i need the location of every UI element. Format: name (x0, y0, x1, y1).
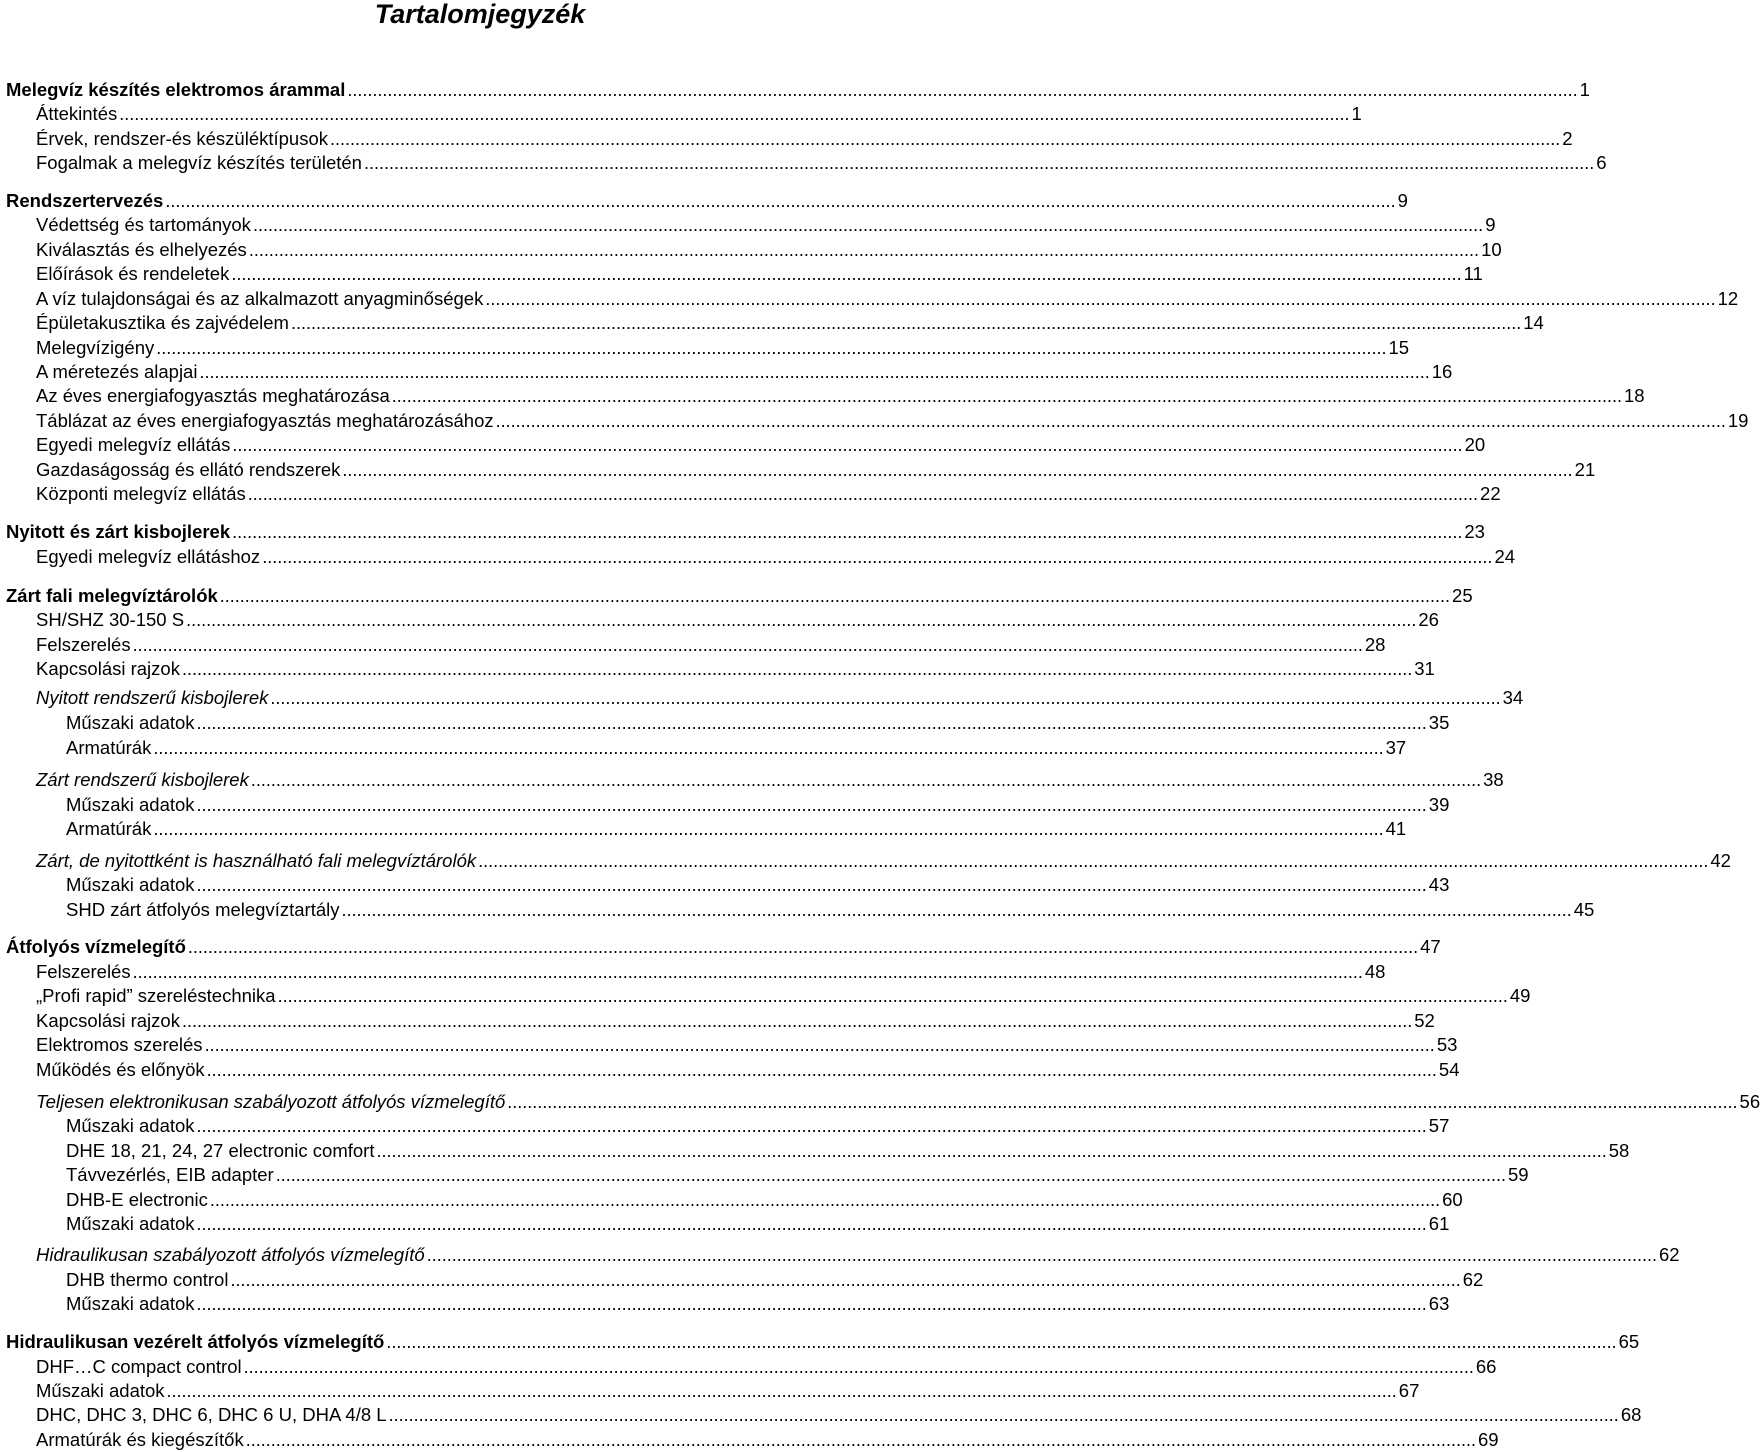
toc-entry-page-number: 42 (1710, 850, 1731, 871)
toc-entry[interactable] (6, 960, 1386, 984)
toc-entry[interactable] (6, 287, 1739, 311)
dot-leader (244, 1355, 1474, 1379)
toc-entry-label: Armatúrák (66, 737, 152, 758)
toc-entry-label: DHB thermo control (66, 1269, 229, 1290)
toc-entry-label: Kiválasztás és elhelyezés (36, 239, 247, 260)
toc-entry[interactable] (6, 1009, 1435, 1033)
toc-entry-page-number: 22 (1480, 483, 1501, 504)
dot-leader (133, 960, 1363, 984)
toc-entry[interactable] (6, 384, 1645, 408)
toc-entry-page-number: 66 (1475, 1356, 1497, 1377)
toc-entry-label: SH/SHZ 30-150 S (36, 609, 185, 630)
toc-entry[interactable] (6, 238, 1502, 262)
toc-entry[interactable] (6, 1212, 1450, 1236)
toc-entry-page-number: 19 (1727, 410, 1749, 431)
toc-entry-label: DHB-E electronic (66, 1189, 208, 1210)
dot-leader (133, 633, 1363, 657)
dot-leader (167, 1379, 1397, 1403)
toc-entry-label: Felszerelés (36, 634, 131, 655)
dot-leader (278, 984, 1508, 1008)
toc-entry-label: Egyedi melegvíz ellátás (36, 434, 231, 455)
toc-entry-label: Műszaki adatok (66, 1115, 195, 1136)
toc-entry-label: Nyitott és zárt kisbojlerek (6, 521, 231, 542)
toc-entry-page-number: 16 (1431, 361, 1453, 382)
toc-entry-label: Kapcsolási rajzok (36, 658, 180, 679)
dot-leader (119, 102, 1349, 126)
dot-leader (386, 1330, 1616, 1354)
toc-entry[interactable] (6, 1243, 1680, 1267)
toc-entry[interactable] (6, 736, 1407, 760)
toc-entry-label: Védettség és tartományok (36, 214, 251, 235)
toc-entry[interactable] (6, 520, 1485, 544)
toc-entry-label: Zárt fali melegvíztárolók (6, 585, 218, 606)
dot-leader (205, 1033, 1435, 1057)
dot-leader (197, 1212, 1427, 1236)
toc-entry-page-number: 45 (1573, 899, 1595, 920)
toc-entry-label: Műszaki adatok (66, 794, 195, 815)
toc-entry-page-number: 26 (1418, 609, 1439, 630)
toc-entry[interactable] (6, 935, 1441, 959)
dot-leader (186, 608, 1416, 632)
toc-entry-page-number: 68 (1620, 1404, 1642, 1425)
dot-leader (342, 458, 1572, 482)
toc-entry[interactable] (6, 1033, 1458, 1057)
dot-leader (507, 1090, 1737, 1114)
toc-entry-label: Armatúrák és kiegészítők (36, 1429, 244, 1450)
toc-entry[interactable] (6, 262, 1483, 286)
toc-entry[interactable] (6, 633, 1386, 657)
toc-entry-page-number: 56 (1739, 1091, 1760, 1112)
toc-entry-page-number: 9 (1485, 214, 1496, 235)
toc-entry-page-number: 54 (1438, 1059, 1460, 1080)
dot-leader (496, 409, 1726, 433)
toc-entry-page-number: 53 (1436, 1034, 1458, 1055)
toc-entry-page-number: 48 (1364, 961, 1386, 982)
toc-entry-page-number: 6 (1596, 152, 1607, 173)
toc-entry-label: DHF…C compact control (36, 1356, 242, 1377)
toc-entry-page-number: 25 (1452, 585, 1473, 606)
toc-entry[interactable] (6, 849, 1731, 873)
toc-entry[interactable] (6, 898, 1595, 922)
toc-entry[interactable] (6, 584, 1473, 608)
toc-entry-page-number: 62 (1462, 1269, 1484, 1290)
toc-entry[interactable] (6, 213, 1496, 237)
toc-entry[interactable] (6, 1268, 1484, 1292)
toc-entry-page-number: 21 (1574, 459, 1596, 480)
toc-entry-label: Műszaki adatok (66, 1213, 195, 1234)
toc-entry-label: Elektromos szerelés (36, 1034, 203, 1055)
dot-leader (485, 287, 1715, 311)
toc-entry-label: Hidraulikusan szabályozott átfolyós vízmelegítő (36, 1244, 425, 1265)
toc-entry-label: Egyedi melegvíz ellátáshoz (36, 546, 261, 567)
toc-entry-page-number: 37 (1385, 737, 1407, 758)
toc-entry-page-number: 41 (1385, 818, 1407, 839)
dot-leader (249, 238, 1479, 262)
dot-leader (246, 1428, 1476, 1452)
toc-entry-page-number: 38 (1483, 769, 1504, 790)
toc-entry-label: Műszaki adatok (66, 712, 195, 733)
page-title: Tartalomjegyzék (374, 0, 586, 29)
toc-entry[interactable] (6, 1114, 1450, 1138)
toc-entry[interactable] (6, 102, 1362, 126)
dot-leader (188, 935, 1418, 959)
toc-entry-label: SHD zárt átfolyós melegvíztartály (66, 899, 340, 920)
toc-entry[interactable] (6, 482, 1501, 506)
toc-entry-page-number: 47 (1420, 936, 1441, 957)
toc-entry-page-number: 62 (1658, 1244, 1680, 1265)
dot-leader (478, 849, 1708, 873)
toc-entry-label: Kapcsolási rajzok (36, 1010, 180, 1031)
toc-entry-label: Az éves energiafogyasztás meghatározása (36, 385, 390, 406)
toc-entry[interactable] (6, 711, 1450, 735)
toc-entry[interactable] (6, 1330, 1640, 1354)
toc-entry[interactable] (6, 336, 1410, 360)
toc-entry-page-number: 34 (1502, 687, 1524, 708)
toc-entry-label: Műszaki adatok (66, 1293, 195, 1314)
toc-entry-label: Gazdaságosság és ellátó rendszerek (36, 459, 341, 480)
dot-leader (153, 817, 1383, 841)
dot-leader (389, 1403, 1619, 1427)
dot-leader (231, 262, 1461, 286)
toc-entry-page-number: 10 (1481, 239, 1502, 260)
toc-entry-page-number: 9 (1397, 190, 1408, 211)
toc-entry-label: Átfolyós vízmelegítő (6, 936, 186, 957)
toc-entry-label: Működés és előnyök (36, 1059, 205, 1080)
toc-entry-label: DHC, DHC 3, DHC 6, DHC 6 U, DHA 4/8 L (36, 1404, 387, 1425)
toc-entry[interactable] (6, 78, 1590, 102)
toc-entry-label: A méretezés alapjai (36, 361, 198, 382)
dot-leader (330, 127, 1560, 151)
toc-entry-label: A víz tulajdonságai és az alkalmazott anyagminőségek (36, 288, 484, 309)
toc-entry-label: Zárt rendszerű kisbojlerek (36, 769, 249, 790)
toc-entry[interactable] (6, 793, 1450, 817)
toc-entry-page-number: 59 (1507, 1164, 1529, 1185)
toc-entry-label: Hidraulikusan vezérelt átfolyós vízmelegítő (6, 1331, 385, 1352)
toc-entry[interactable] (6, 817, 1407, 841)
toc-entry-label: Távvezérlés, EIB adapter (66, 1164, 274, 1185)
dot-leader (197, 873, 1427, 897)
toc-entry-page-number: 23 (1464, 521, 1485, 542)
toc-entry-label: Felszerelés (36, 961, 131, 982)
dot-leader (156, 336, 1386, 360)
dot-leader (427, 1243, 1657, 1267)
dot-leader (197, 1292, 1427, 1316)
dot-leader (165, 189, 1395, 213)
toc-entry-page-number: 58 (1608, 1140, 1630, 1161)
toc-entry[interactable] (6, 608, 1439, 632)
dot-leader (197, 1114, 1427, 1138)
toc-entry-page-number: 31 (1414, 658, 1435, 679)
toc-entry-page-number: 52 (1414, 1010, 1435, 1031)
dot-leader (182, 1009, 1412, 1033)
dot-leader (341, 898, 1571, 922)
toc-entry[interactable] (6, 360, 1453, 384)
toc-entry-label: Áttekintés (36, 103, 118, 124)
toc-entry-label: Melegvíz készítés elektromos árammal (6, 79, 346, 100)
toc-entry[interactable] (6, 1403, 1642, 1427)
toc-entry[interactable] (6, 1188, 1463, 1212)
toc-entry-page-number: 15 (1388, 337, 1410, 358)
toc-entry-page-number: 18 (1624, 385, 1645, 406)
toc-entry[interactable] (6, 657, 1435, 681)
toc-entry[interactable] (6, 1163, 1529, 1187)
toc-entry[interactable] (6, 1139, 1630, 1163)
dot-leader (347, 78, 1577, 102)
dot-leader (262, 545, 1492, 569)
toc-entry-label: Műszaki adatok (66, 874, 195, 895)
dot-leader (210, 1188, 1440, 1212)
toc-entry-label: Teljesen elektronikusan szabályozott átfolyós vízmelegítő (36, 1091, 506, 1112)
toc-entry[interactable] (6, 151, 1607, 175)
toc-entry-label: Armatúrák (66, 818, 152, 839)
toc-entry-label: Épületakusztika és zajvédelem (36, 312, 289, 333)
toc-entry-label: Melegvízigény (36, 337, 155, 358)
dot-leader (270, 686, 1500, 710)
toc-entry[interactable] (6, 311, 1544, 335)
toc-entry-page-number: 20 (1464, 434, 1486, 455)
dot-leader (199, 360, 1429, 384)
toc-entry-page-number: 35 (1428, 712, 1450, 733)
dot-leader (207, 1058, 1437, 1082)
toc-entry[interactable] (6, 458, 1596, 482)
dot-leader (376, 1139, 1606, 1163)
toc-entry-page-number: 63 (1428, 1293, 1450, 1314)
toc-entry[interactable] (6, 433, 1486, 457)
dot-leader (291, 311, 1521, 335)
toc-entry[interactable] (6, 873, 1450, 897)
toc-entry[interactable] (6, 984, 1531, 1008)
toc-entry[interactable] (6, 127, 1573, 151)
toc-entry-page-number: 39 (1428, 794, 1450, 815)
toc-entry-page-number: 67 (1398, 1380, 1420, 1401)
dot-leader (232, 520, 1462, 544)
toc-entry-page-number: 57 (1428, 1115, 1450, 1136)
dot-leader (153, 736, 1383, 760)
toc-entry-label: Rendszertervezés (6, 190, 164, 211)
toc-entry-page-number: 24 (1494, 546, 1516, 567)
toc-entry[interactable] (6, 686, 1524, 710)
dot-leader (364, 151, 1594, 175)
dot-leader (197, 711, 1427, 735)
toc-entry-page-number: 28 (1364, 634, 1386, 655)
toc-entry-page-number: 43 (1428, 874, 1450, 895)
toc-entry-page-number: 1 (1351, 103, 1362, 124)
toc-entry-label: „Profi rapid” szereléstechnika (36, 985, 276, 1006)
toc-entry-label: Műszaki adatok (36, 1380, 165, 1401)
toc-entry[interactable] (6, 1428, 1499, 1452)
toc-entry-page-number: 65 (1618, 1331, 1640, 1352)
toc-entry[interactable] (6, 189, 1408, 213)
toc-entry-label: Nyitott rendszerű kisbojlerek (36, 687, 269, 708)
toc-entry-label: Érvek, rendszer-és készüléktípusok (36, 128, 329, 149)
toc-entry-page-number: 69 (1477, 1429, 1499, 1450)
dot-leader (251, 768, 1481, 792)
dot-leader (182, 657, 1412, 681)
toc-entry-label: Fogalmak a melegvíz készítés területén (36, 152, 362, 173)
dot-leader (220, 584, 1450, 608)
toc-entry[interactable] (6, 1058, 1460, 1082)
toc-entry-label: Zárt, de nyitottként is használható fali melegvíztárolók (36, 850, 477, 871)
toc-entry-page-number: 2 (1562, 128, 1573, 149)
toc-entry[interactable] (6, 545, 1516, 569)
dot-leader (392, 384, 1622, 408)
toc-entry[interactable] (6, 1379, 1420, 1403)
dot-leader (253, 213, 1483, 237)
toc-entry-label: Táblázat az éves energiafogyasztás meghatározásához (36, 410, 494, 431)
toc-entry[interactable] (6, 1090, 1760, 1114)
toc-entry-page-number: 60 (1442, 1189, 1463, 1210)
toc-entry[interactable] (6, 1292, 1450, 1316)
toc-entry-page-number: 14 (1523, 312, 1544, 333)
dot-leader (276, 1163, 1506, 1187)
toc-entry-page-number: 61 (1428, 1213, 1450, 1234)
dot-leader (197, 793, 1427, 817)
toc-entry-label: DHE 18, 21, 24, 27 electronic comfort (66, 1140, 375, 1161)
dot-leader (248, 482, 1478, 506)
dot-leader (230, 1268, 1460, 1292)
toc-entry-page-number: 11 (1463, 263, 1483, 284)
toc-entry-label: Központi melegvíz ellátás (36, 483, 246, 504)
toc-entry-label: Előírások és rendeletek (36, 263, 230, 284)
toc-entry[interactable] (6, 768, 1504, 792)
toc-entry[interactable] (6, 409, 1749, 433)
toc-entry-page-number: 49 (1509, 985, 1531, 1006)
toc-entry-page-number: 1 (1579, 79, 1590, 100)
dot-leader (232, 433, 1462, 457)
toc-entry-page-number: 12 (1717, 288, 1739, 309)
toc-entry[interactable] (6, 1355, 1497, 1379)
